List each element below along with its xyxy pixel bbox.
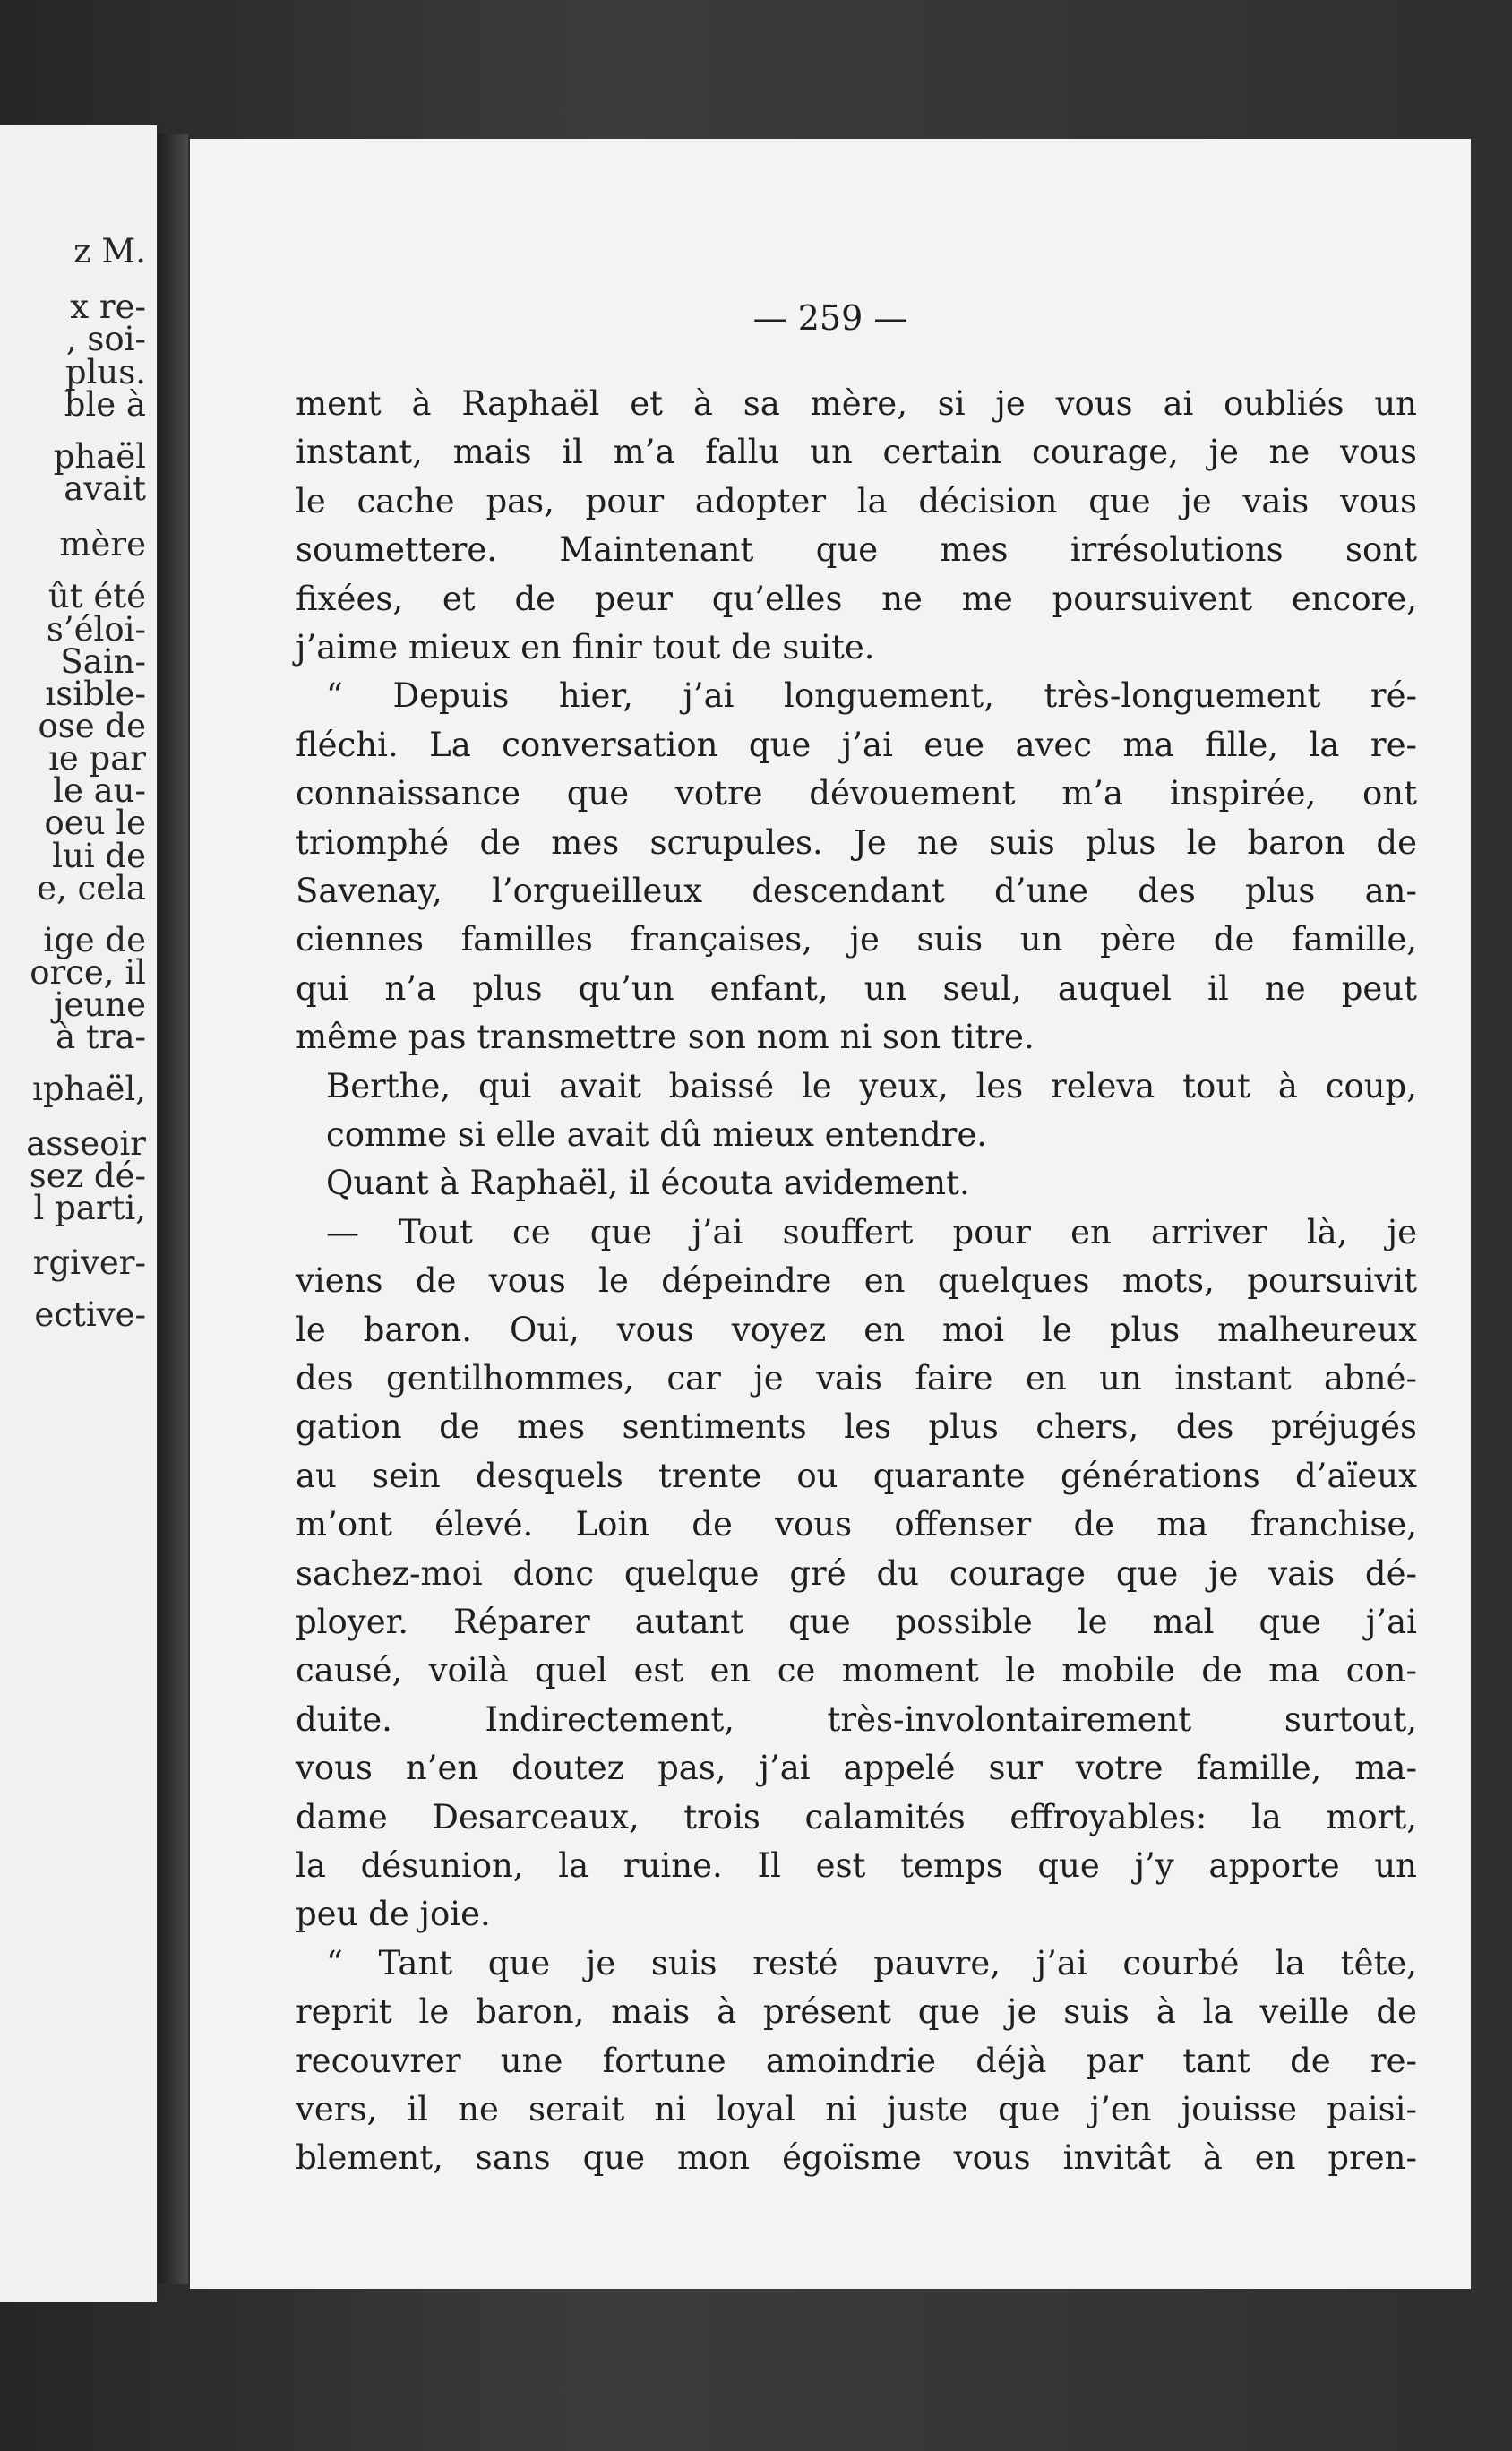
- text-line: “ Tant que je suis resté pauvre, j’ai courbé la tête,: [326, 1943, 1417, 1982]
- text-line: sachez-moi donc quelque gré du courage que je vais dé-: [296, 1553, 1417, 1593]
- text-line: fixées, et de peur qu’elles ne me poursuivent encore,: [296, 579, 1417, 618]
- left-page-fragment: x re-: [70, 288, 146, 326]
- text-line: reprit le baron, mais à présent que je suis à la veille de: [296, 1992, 1417, 2032]
- left-page-fragment: mère: [59, 525, 146, 563]
- left-page-fragment: le au-: [53, 771, 146, 810]
- text-line: Berthe, qui avait baissé le yeux, les releva tout à coup,: [326, 1066, 1417, 1105]
- text-line: Savenay, l’orgueilleux descendant d’une des plus an-: [296, 872, 1417, 910]
- left-page-fragment: asseoir: [26, 1124, 146, 1163]
- left-page-fragment: s’éloi-: [46, 610, 146, 649]
- page-number: — 259 —: [752, 298, 908, 338]
- text-line: même pas transmettre son nom ni son titre.: [296, 1018, 1035, 1057]
- left-page-fragment: sez dé-: [29, 1157, 146, 1195]
- text-line: ment à Raphaël et à sa mère, si je vous ai oubliés un: [296, 384, 1417, 423]
- text-line: qui n’a plus qu’un enfant, un seul, auquel il ne peut: [296, 968, 1417, 1008]
- left-page-fragment: ıphaël,: [32, 1070, 146, 1108]
- left-page-fragment: Sain-: [60, 642, 146, 681]
- left-page-fragment: , soi-: [65, 320, 146, 358]
- text-line: gation de mes sentiments les plus chers, des préjugés: [296, 1407, 1417, 1447]
- left-page-fragment: e, cela: [37, 869, 146, 907]
- left-page-fragment: jeune: [54, 985, 146, 1024]
- text-line: viens de vous le dépeindre en quelques mots, poursuivit: [296, 1261, 1417, 1301]
- text-line: triomphé de mes scrupules. Je ne suis plus le baron de: [296, 822, 1417, 862]
- left-page-fragment: ose de: [38, 707, 146, 745]
- text-line: ployer. Réparer autant que possible le mal que j’ai: [296, 1603, 1417, 1641]
- text-line: m’ont élevé. Loin de vous offenser de ma franchise,: [296, 1505, 1417, 1544]
- text-line: soumettere. Maintenant que mes irrésolutions sont: [296, 530, 1417, 570]
- text-line: blement, sans que mon égoïsme vous invitât à en pren-: [296, 2138, 1417, 2178]
- left-page-edge: [0, 125, 159, 2302]
- left-page-fragment: avait: [64, 469, 146, 508]
- book-gutter: [158, 134, 188, 2284]
- left-page-fragment: ble à: [64, 385, 146, 424]
- text-line: fléchi. La conversation que j’ai eue avec ma fille, la re-: [296, 725, 1417, 764]
- text-line: — Tout ce que j’ai souffert pour en arriver là, je: [326, 1212, 1417, 1251]
- text-line: ciennes familles françaises, je suis un père de famille,: [296, 920, 1417, 959]
- left-page-fragment: lui de: [52, 837, 146, 875]
- text-line: “ Depuis hier, j’ai longuement, très-longuement ré-: [326, 676, 1417, 716]
- text-line: connaissance que votre dévouement m’a inspirée, ont: [296, 774, 1417, 813]
- text-line: le cache pas, pour adopter la décision que je vais vous: [296, 481, 1417, 520]
- left-page-fragment: phaël: [53, 437, 146, 476]
- text-line: j’aime mieux en finir tout de suite.: [296, 628, 875, 666]
- text-line: duite. Indirectement, très-involontairement surtout,: [296, 1699, 1417, 1739]
- text-line: instant, mais il m’a fallu un certain courage, je ne vous: [296, 433, 1417, 472]
- text-line: causé, voilà quel est en ce moment le mobile de ma con-: [296, 1651, 1417, 1690]
- left-page-fragment: plus.: [64, 353, 146, 391]
- left-page-fragment: l parti,: [33, 1189, 146, 1227]
- text-line: la désunion, la ruine. Il est temps que j’y apporte un: [296, 1846, 1417, 1885]
- text-line: recouvrer une fortune amoindrie déjà par tant de re-: [296, 2041, 1417, 2080]
- left-page-fragment: ige de: [43, 921, 146, 959]
- left-page-fragment: à tra-: [56, 1018, 146, 1056]
- text-line: le baron. Oui, vous voyez en moi le plus malheureux: [296, 1310, 1417, 1349]
- left-page-fragment: z M.: [73, 232, 146, 271]
- left-page-fragment: orce, il: [30, 953, 146, 992]
- left-page-fragment: ısible-: [45, 675, 146, 713]
- left-page-fragment: ective-: [34, 1295, 146, 1334]
- text-line: comme si elle avait dû mieux entendre.: [326, 1115, 988, 1154]
- left-page-fragment: oeu le: [44, 804, 146, 842]
- text-line: au sein desquels trente ou quarante générations d’aïeux: [296, 1456, 1417, 1495]
- left-page-fragment: ût été: [47, 577, 146, 615]
- left-page-fragment: ıe par: [48, 739, 146, 778]
- text-line: peu de joie.: [296, 1895, 491, 1934]
- left-page-fragment: rgiver-: [32, 1243, 146, 1282]
- right-page: [190, 139, 1471, 2289]
- text-line: Quant à Raphaël, il écouta avidement.: [326, 1164, 970, 1203]
- text-line: vers, il ne serait ni loyal ni juste que j’en jouisse paisi-: [296, 2090, 1417, 2128]
- text-line: dame Desarceaux, trois calamités effroyables: la mort,: [296, 1797, 1417, 1836]
- text-line: des gentilhommes, car je vais faire en un instant abné-: [296, 1359, 1417, 1398]
- text-line: vous n’en doutez pas, j’ai appelé sur votre famille, ma-: [296, 1749, 1417, 1788]
